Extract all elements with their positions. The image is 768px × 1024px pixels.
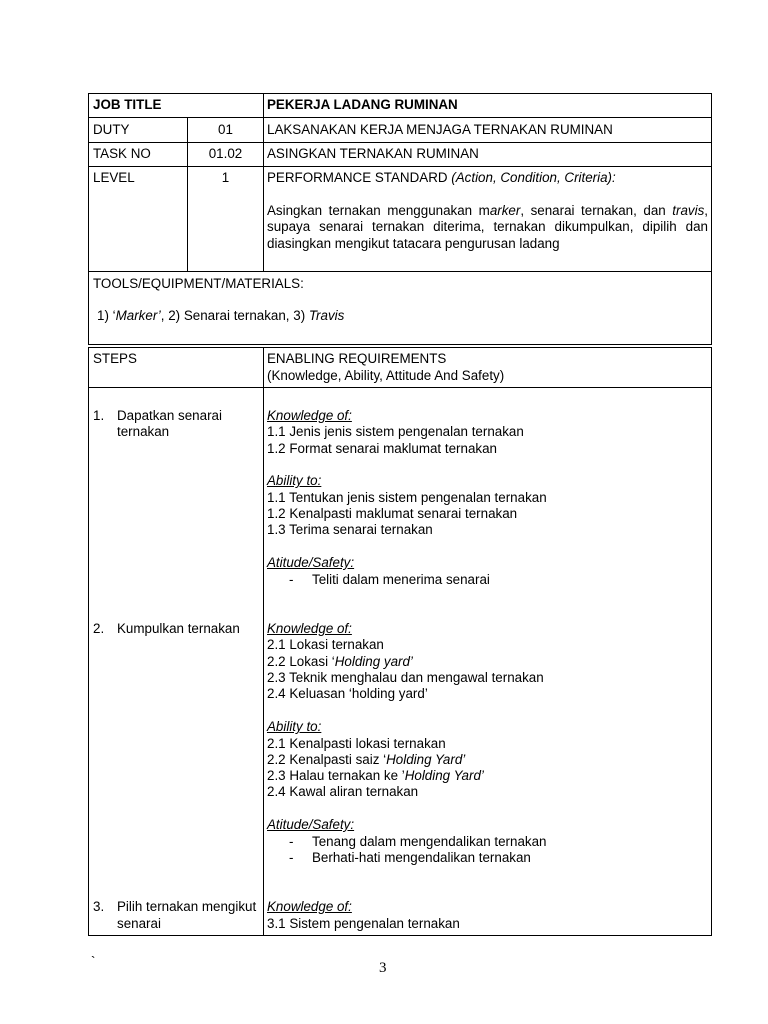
enabling-subheading: (Knowledge, Ability, Attitude And Safety) [267,368,505,383]
requirement-item: 1.2 Kenalpasti maklumat senarai ternakan [267,506,518,521]
requirement-item: 2.1 Kenalpasti lokasi ternakan [267,736,446,751]
requirement-item: 1.1 Jenis jenis sistem pengenalan ternakan [267,424,524,439]
duty-code: 01 [218,122,233,137]
requirement-item: Berhati-hati mengendalikan ternakan [312,850,531,865]
performance-standard-text: Asingkan ternakan menggunakan marker, senarai ternakan, dan travis, supaya senarai ternakan diterima, ternakan dikumpulkan, dipilih dan diasingkan mengikut tatacara pengurusan ladang [267,203,708,251]
ability-heading: Ability to: [267,719,322,734]
perf-sub: (Action, Condition, Criteria): [451,170,616,185]
task-code: 01.02 [208,146,243,161]
tools-label: TOOLS/EQUIPMENT/MATERIALS: [93,276,304,291]
level-code: 1 [221,170,230,185]
row-divider [88,387,712,388]
duty-label: DUTY [93,122,130,137]
requirement-item: 2.4 Keluasan ‘holding yard’ [267,686,428,701]
requirement-item: 2.3 Halau ternakan ke ’Holding Yard’ [267,768,484,783]
requirement-item: 2.4 Kawal aliran ternakan [267,784,419,799]
requirement-item: 1.3 Terima senarai ternakan [267,522,433,537]
performance-standard-label [267,170,616,186]
requirement-item: 2.1 Lokasi ternakan [267,637,384,652]
task-label: TASK NO [93,146,151,161]
step-1-number: 1. [93,408,105,423]
page-number: 3 [379,960,387,976]
tools-list: 1) ‘Marker’, 2) Senarai ternakan, 3) Travis [97,308,345,323]
job-title-label: JOB TITLE [93,97,162,112]
attitude-heading: Atitude/Safety: [267,555,355,570]
knowledge-heading: Knowledge of: [267,899,352,914]
ability-heading: Ability to: [267,473,322,488]
col-divider [263,93,264,271]
step-3-text: senarai [117,916,161,931]
col-divider [263,347,264,936]
footer-mark: ` [91,954,96,969]
bullet-dash: - [289,572,294,587]
perf-label: PERFORMANCE STANDARD [267,170,452,185]
steps-bottom-border [88,935,712,936]
requirement-item: 1.2 Format senarai maklumat ternakan [267,441,497,456]
steps-heading: STEPS [93,351,137,366]
step-3-text: Pilih ternakan mengikut [117,899,257,914]
job-title-value: PEKERJA LADANG RUMINAN [267,97,458,112]
knowledge-heading: Knowledge of: [267,408,352,423]
requirement-item: 2.3 Teknik menghalau dan mengawal ternakan [267,670,544,685]
step-1-text: ternakan [117,424,170,439]
bullet-dash: - [289,850,294,865]
level-label: LEVEL [93,170,135,185]
step-1-text: Dapatkan senarai [117,408,222,423]
requirement-item: 2.2 Lokasi ‘Holding yard’ [267,654,413,669]
col-divider [187,117,188,271]
step-2-text: Kumpulkan ternakan [117,621,240,636]
enabling-heading: ENABLING REQUIREMENTS [267,351,447,366]
attitude-heading: Atitude/Safety: [267,817,355,832]
requirement-item: Teliti dalam menerima senarai [312,572,490,587]
requirement-item: Tenang dalam mengendalikan ternakan [312,834,547,849]
row-divider [88,142,712,143]
requirement-item: 3.1 Sistem pengenalan ternakan [267,916,460,931]
requirement-item: 2.2 Kenalpasti saiz ‘Holding Yard’ [267,752,466,767]
duty-value: LAKSANAKAN KERJA MENJAGA TERNAKAN RUMINAN [267,122,613,137]
row-divider [88,271,712,272]
requirement-item: 1.1 Tentukan jenis sistem pengenalan ternakan [267,490,547,505]
step-3-number: 3. [93,899,105,914]
step-2-number: 2. [93,621,105,636]
task-value: ASINGKAN TERNAKAN RUMINAN [267,146,479,161]
knowledge-heading: Knowledge of: [267,621,352,636]
row-divider [88,166,712,167]
bullet-dash: - [289,834,294,849]
row-divider [88,117,712,118]
